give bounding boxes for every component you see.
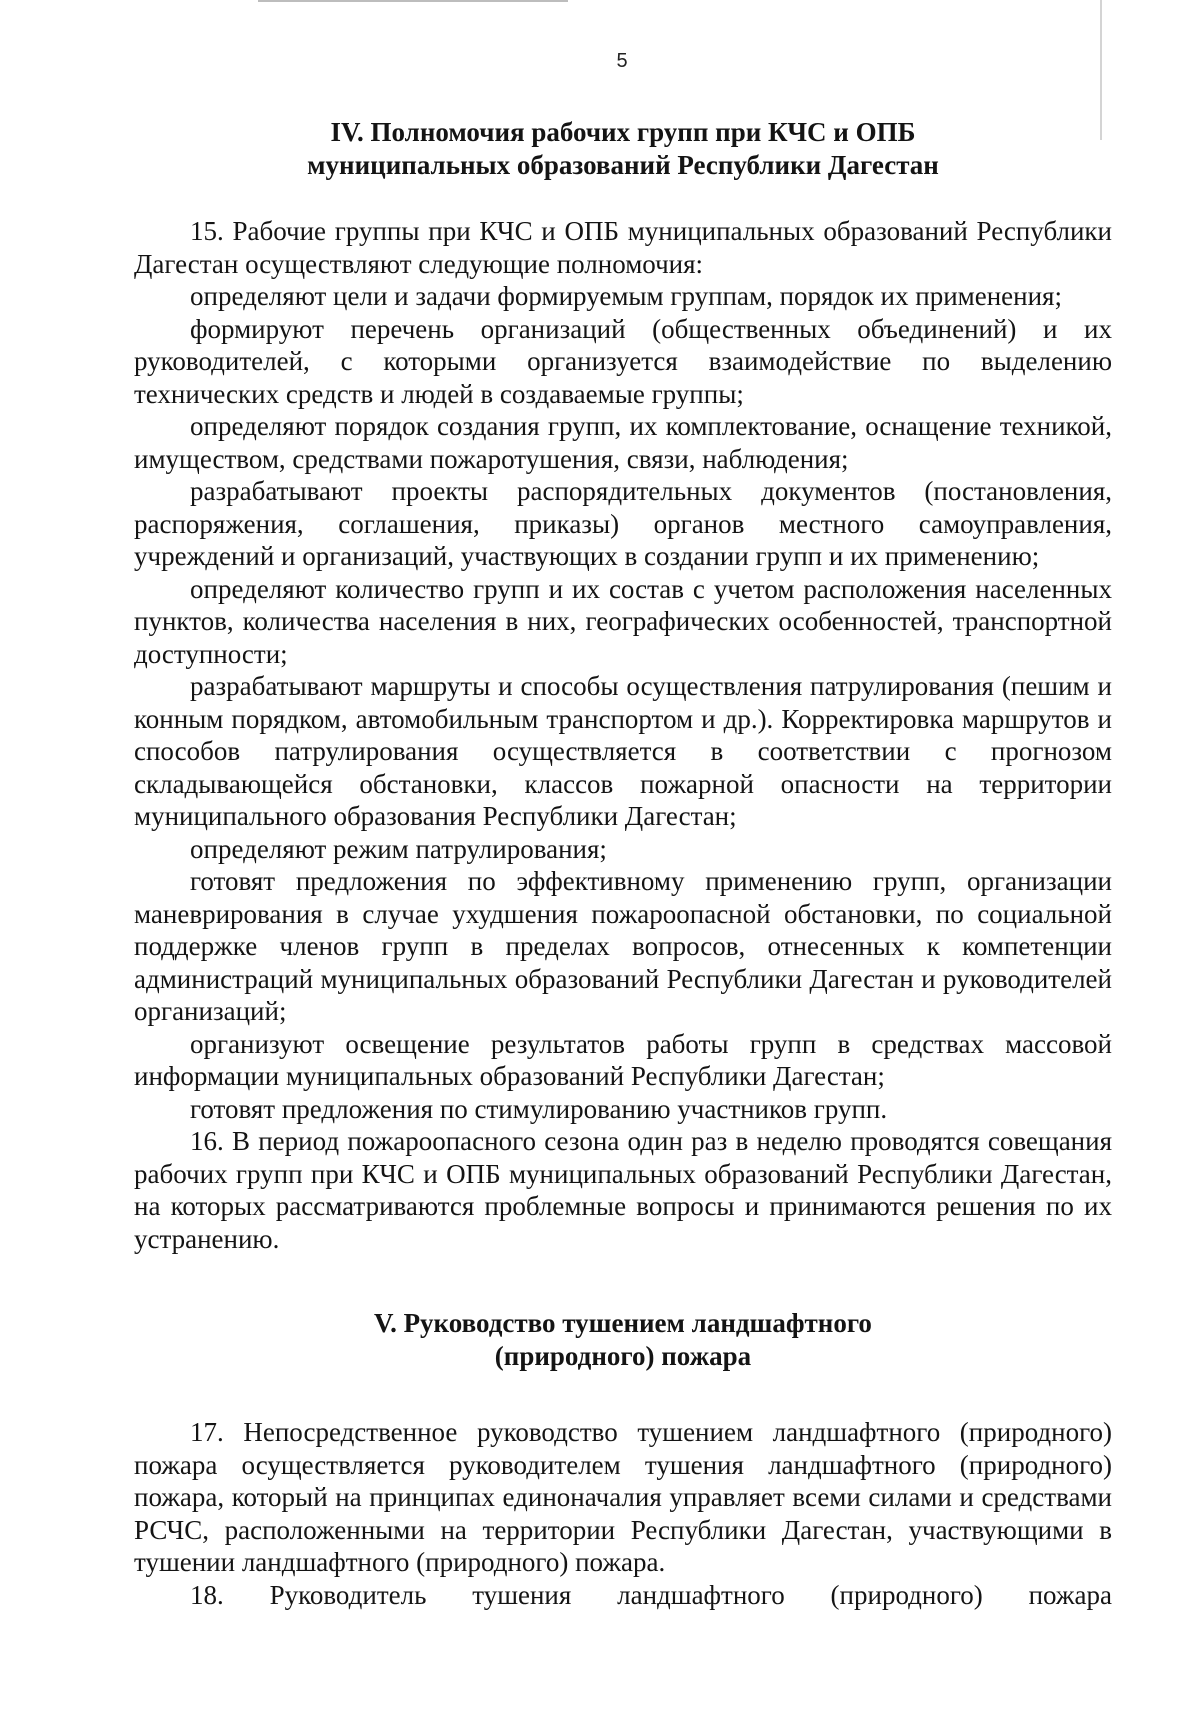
- paragraph-patrol-routes: разрабатывают маршруты и способы осуществления патрулирования (пешим и конным порядком, автомобильным транспортом и др.). Корректировка маршрутов и способов патрулирования осуществляется в соответствии с прогнозом складывающейся обстановки, классов пожарной опасности на территории муниципального образования Республики Дагестан;: [134, 671, 1112, 831]
- section-v-title: [134, 1307, 1112, 1373]
- section-v-title-line-1: V. Руководство тушением ландшафтного: [374, 1308, 872, 1338]
- paragraph-draft-documents: разрабатывают проекты распорядительных документов (постановления, распоряжения, соглашения, приказы) органов местного самоуправления, учреждений и организаций, участвующих в создании групп и их применению;: [134, 476, 1112, 571]
- paragraph-media: организуют освещение результатов работы групп в средствах массовой информации муниципальных образований Республики Дагестан;: [134, 1028, 1112, 1091]
- paragraph-18: 18. Руководитель тушения ландшафтного (природного) пожара: [190, 1579, 1112, 1610]
- section-iv-title: [134, 116, 1112, 182]
- scan-edge-top: [258, 0, 568, 2]
- paragraph-15: 15. Рабочие группы при КЧС и ОПБ муниципальных образований Республики Дагестан осуществляют следующие полномочия:: [134, 216, 1112, 279]
- paragraph-proposals: готовят предложения по эффективному применению групп, организации маневрирования в случае ухудшения пожароопасной обстановки, по социальной поддержке членов групп в пределах вопросов, отнесенных к компетенции администраций муниципальных образований Республики Дагестан и руководителей организаций;: [134, 866, 1112, 1026]
- section-iv-title-line-2: муниципальных образований Республики Дагестан: [307, 150, 939, 180]
- section-iv: [134, 116, 1112, 1255]
- page-number: 5: [616, 50, 628, 72]
- paragraph-incentives: готовят предложения по стимулированию участников групп.: [190, 1093, 888, 1124]
- paragraph-group-creation: определяют порядок создания групп, их комплектование, оснащение техникой, имуществом, средствами пожаротушения, связи, наблюдения;: [134, 411, 1112, 474]
- section-v-title-line-2: (природного) пожара: [494, 1341, 752, 1371]
- paragraph-group-count: определяют количество групп и их состав с учетом расположения населенных пунктов, количества населения в них, географических особенностей, транспортной доступности;: [134, 573, 1112, 669]
- document-body: [134, 116, 1112, 1611]
- paragraph-goals: определяют цели и задачи формируемым группам, порядок их применения;: [190, 281, 1062, 311]
- section-iv-title-line-1: IV. Полномочия рабочих групп при КЧС и ОПБ: [330, 117, 916, 147]
- section-v: [134, 1307, 1112, 1611]
- paragraph-org-list: формируют перечень организаций (общественных объединений) и их руководителей, с которыми организуется взаимодействие по выделению технических средств и людей в создаваемые группы;: [134, 313, 1112, 409]
- paragraph-16: 16. В период пожароопасного сезона один раз в неделю проводятся совещания рабочих групп при КЧС и ОПБ муниципальных образований Республики Дагестан, на которых рассматриваются проблемные вопросы и принимаются решения по их устранению.: [134, 1126, 1112, 1254]
- paragraph-17: 17. Непосредственное руководство тушением ландшафтного (природного) пожара осуществляется руководителем тушения ландшафтного (природного) пожара, который на принципах единоначалия управляет всеми силами и средствами РСЧС, расположенными на территории Республики Дагестан, участвующими в тушении ландшафтного (природного) пожара.: [134, 1417, 1112, 1577]
- paragraph-patrol-mode: определяют режим патрулирования;: [190, 833, 607, 864]
